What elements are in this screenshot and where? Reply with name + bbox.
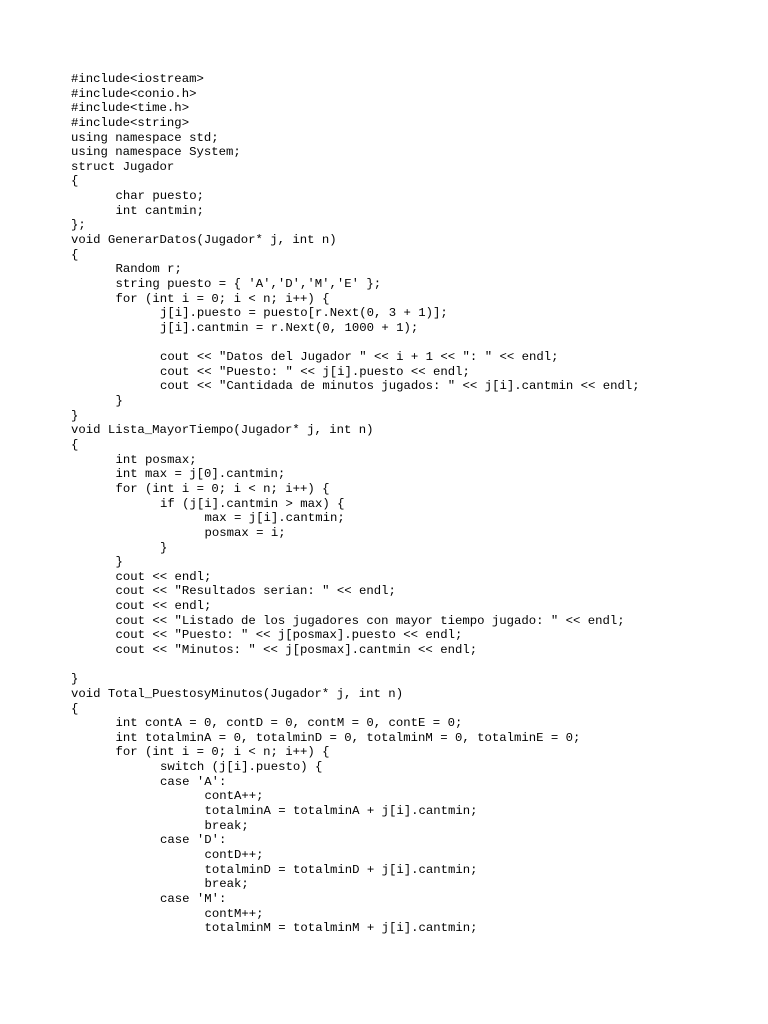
code-line: totalminD = totalminD + j[i].cantmin; xyxy=(204,862,478,877)
code-line: case 'M': xyxy=(160,891,227,906)
code-line: cout << "Puesto: " << j[i].puesto << endl; xyxy=(160,364,470,379)
code-line: cout << "Resultados serian: " << endl; xyxy=(115,584,396,599)
code-line: { xyxy=(71,701,79,716)
code-line: contA++; xyxy=(204,789,264,804)
code-listing xyxy=(71,72,751,936)
code-line: j[i].cantmin = r.Next(0, 1000 + 1); xyxy=(160,320,419,335)
code-line: posmax = i; xyxy=(204,525,286,540)
code-line: for (int i = 0; i < n; i++) { xyxy=(115,745,330,760)
code-line: for (int i = 0; i < n; i++) { xyxy=(115,481,330,496)
code-line: int posmax; xyxy=(115,452,197,467)
code-line: totalminA = totalminA + j[i].cantmin; xyxy=(204,804,478,819)
code-line: string puesto = { 'A','D','M','E' }; xyxy=(115,276,382,291)
code-line: break; xyxy=(204,877,249,892)
code-line: cout << "Minutos: " << j[posmax].cantmin << endl; xyxy=(115,642,478,657)
code-line: cout << "Puesto: " << j[posmax].puesto << endl; xyxy=(115,628,463,643)
code-line: contD++; xyxy=(204,847,264,862)
code-line: using namespace System; xyxy=(71,145,241,160)
code-line: int totalminA = 0, totalminD = 0, totalminM = 0, totalminE = 0; xyxy=(115,730,581,745)
code-line: char puesto; xyxy=(115,189,205,204)
code-line: } xyxy=(115,555,123,570)
code-line: #include<time.h> xyxy=(71,101,190,116)
code-line: } xyxy=(160,540,168,555)
code-line: } xyxy=(71,408,79,423)
code-line: contM++; xyxy=(204,906,264,921)
code-line: #include<string> xyxy=(71,115,190,130)
code-line: struct Jugador xyxy=(71,159,175,174)
code-line: if (j[i].cantmin > max) { xyxy=(160,496,345,511)
code-line: for (int i = 0; i < n; i++) { xyxy=(115,291,330,306)
code-line: max = j[i].cantmin; xyxy=(204,511,345,526)
code-line: switch (j[i].puesto) { xyxy=(160,760,323,775)
code-line: totalminM = totalminM + j[i].cantmin; xyxy=(204,921,478,936)
code-line: int contA = 0, contD = 0, contM = 0, contE = 0; xyxy=(115,716,463,731)
code-line: cout << "Datos del Jugador " << i + 1 << ": " << endl; xyxy=(160,350,559,365)
code-line: int max = j[0].cantmin; xyxy=(115,467,286,482)
code-line: }; xyxy=(71,218,86,233)
code-line: int cantmin; xyxy=(115,203,205,218)
code-line: void Lista_MayorTiempo(Jugador* j, int n) xyxy=(71,423,374,438)
code-line: case 'D': xyxy=(160,833,227,848)
code-line xyxy=(71,658,751,673)
code-line: { xyxy=(71,247,79,262)
code-line: j[i].puesto = puesto[r.Next(0, 3 + 1)]; xyxy=(160,306,448,321)
code-line: cout << endl; xyxy=(115,599,212,614)
code-line: #include<conio.h> xyxy=(71,86,197,101)
code-line: { xyxy=(71,438,79,453)
code-line: } xyxy=(115,394,123,409)
code-line: { xyxy=(71,174,79,189)
code-line: cout << "Listado de los jugadores con mayor tiempo jugado: " << endl; xyxy=(115,613,625,628)
code-line: } xyxy=(71,672,79,687)
code-line: void Total_PuestosyMinutos(Jugador* j, int n) xyxy=(71,686,404,701)
code-line: cout << endl; xyxy=(115,569,212,584)
code-line: cout << "Cantidada de minutos jugados: " << j[i].cantmin << endl; xyxy=(160,379,640,394)
code-line xyxy=(71,336,751,351)
code-line: case 'A': xyxy=(160,774,227,789)
code-line: break; xyxy=(204,818,249,833)
code-line: using namespace std; xyxy=(71,130,219,145)
code-line: Random r; xyxy=(115,262,182,277)
code-line: void GenerarDatos(Jugador* j, int n) xyxy=(71,233,337,248)
code-line: #include<iostream> xyxy=(71,72,204,86)
